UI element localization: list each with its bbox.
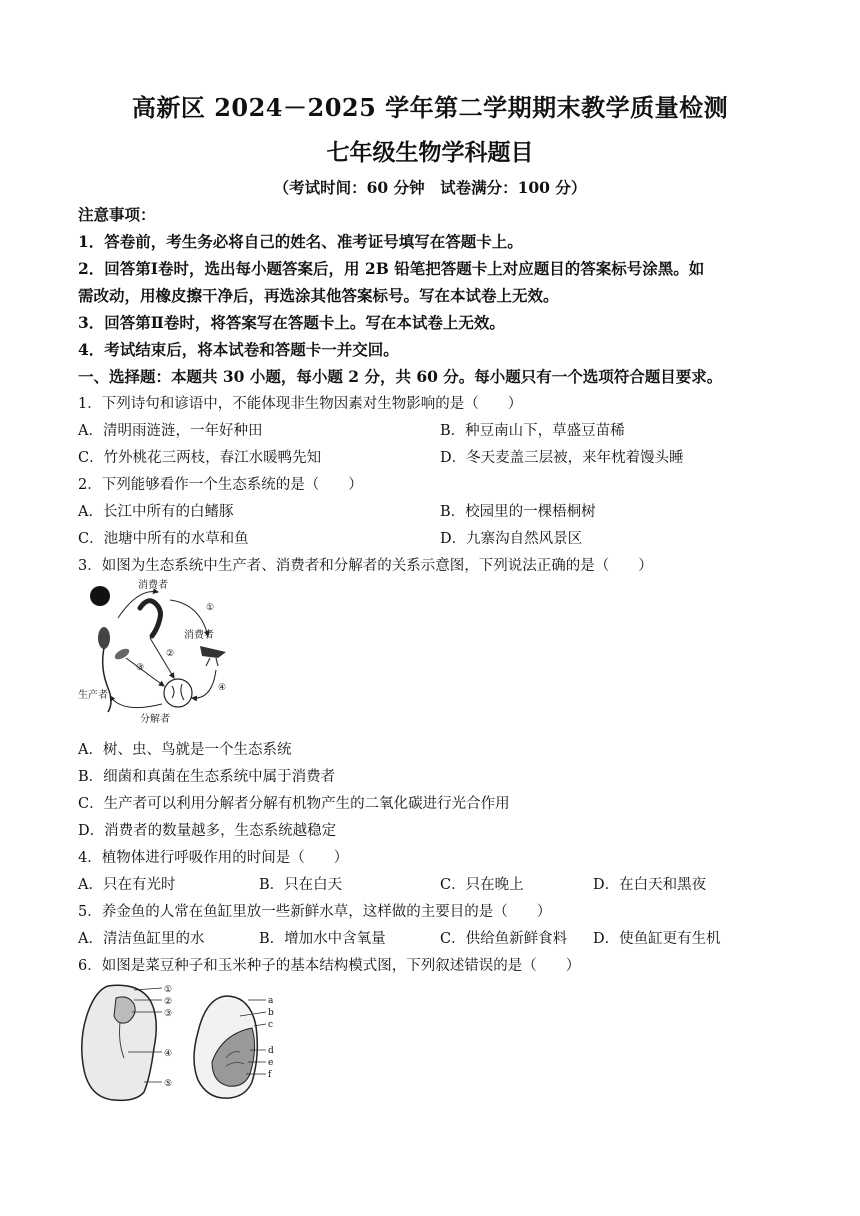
option-a: A．清明雨涟涟，一年好种田 (78, 423, 263, 439)
question-stem: 6．如图是菜豆种子和玉米种子的基本结构模式图，下列叙述错误的是（ ） (78, 958, 581, 974)
option-a: A．清洁鱼缸里的水 (78, 931, 205, 947)
notes-heading: 注意事项： (78, 205, 156, 224)
caterpillar-icon (140, 601, 161, 636)
option-c: C．只在晚上 (440, 877, 524, 893)
corn-seed-diagram (190, 992, 280, 1102)
exam-title: 高新区 2024－2025 学年第二学期期末教学质量检测 (131, 93, 729, 122)
question-stem: 1．下列诗句和谚语中，不能体现非生物因素对生物影响的是（ ） (78, 396, 523, 412)
marker: ③ (164, 1009, 173, 1019)
marker: ① (206, 603, 215, 613)
question-stem: 5．养金鱼的人常在鱼缸里放一些新鲜水草，这样做的主要目的是（ ） (78, 904, 552, 920)
option-b: B．只在白天 (259, 877, 343, 893)
option-d: D．使鱼缸更有生机 (593, 931, 721, 947)
note-item: 2．回答第Ⅰ卷时，选出每小题答案后，用 2B 铅笔把答题卡上对应题目的答案标号涂黑。如 (78, 259, 705, 278)
option-b: B．增加水中含氧量 (259, 931, 386, 947)
option-a: A．长江中所有的白鳍豚 (78, 504, 234, 520)
note-item: 3．回答第Ⅱ卷时，将答案写在答题卡上。写在本试卷上无效。 (78, 313, 505, 332)
question-stem: 4．植物体进行呼吸作用的时间是（ ） (78, 850, 349, 866)
option-b: B．细菌和真菌在生态系统中属于消费者 (78, 769, 336, 785)
marker: ⑤ (164, 1079, 173, 1089)
section-heading: 一、选择题：本题共 30 小题，每小题 2 分，共 60 分。每小题只有一个选项符合题目要求。 (78, 367, 723, 386)
label-producer: 生产者 (78, 690, 108, 701)
option-a: A．只在有光时 (78, 877, 176, 893)
exam-info: （考试时间：60 分钟 试卷满分：100 分） (273, 178, 587, 197)
option-b: B．种豆南山下，草盛豆苗稀 (440, 423, 625, 439)
note-item: 1．答卷前，考生务必将自己的姓名、准考证号填写在答题卡上。 (78, 232, 523, 251)
option-d: D．消费者的数量越多，生态系统越稳定 (78, 823, 337, 839)
marker: ③ (136, 663, 145, 673)
question-stem: 3．如图为生态系统中生产者、消费者和分解者的关系示意图，下列说法正确的是（ ） (78, 558, 653, 574)
option-c: C．供给鱼新鲜食料 (440, 931, 568, 947)
marker: b (268, 1008, 274, 1018)
marker: c (268, 1020, 274, 1030)
marker: ② (164, 997, 173, 1007)
label-decomposer: 分解者 (140, 714, 170, 725)
marker: a (268, 996, 274, 1006)
option-a: A．树、虫、鸟就是一个生态系统 (78, 742, 292, 758)
exam-subtitle: 七年级生物学科题目 (326, 139, 534, 166)
option-d: D．九寨沟自然风景区 (440, 531, 583, 547)
option-c: C．竹外桃花三两枝，春江水暖鸭先知 (78, 450, 322, 466)
bean-seed-diagram (78, 982, 188, 1102)
option-c: C．池塘中所有的水草和鱼 (78, 531, 249, 547)
option-c: C．生产者可以利用分解者分解有机物产生的二氧化碳进行光合作用 (78, 796, 510, 812)
option-d: D．在白天和黑夜 (593, 877, 707, 893)
marker: ④ (218, 683, 227, 693)
note-item: 4．考试结束后，将本试卷和答题卡一并交回。 (78, 340, 399, 359)
bird-icon (200, 646, 226, 666)
label-consumer-1: 消费者 (138, 580, 168, 591)
option-d: D．冬天麦盖三层被，来年枕着馒头睡 (440, 450, 684, 466)
marker: e (268, 1058, 274, 1068)
marker: d (268, 1046, 274, 1056)
marker: ④ (164, 1049, 173, 1059)
question-stem: 2．下列能够看作一个生态系统的是（ ） (78, 477, 363, 493)
label-consumer-2: 消费者 (184, 630, 214, 641)
option-b: B．校园里的一棵梧桐树 (440, 504, 596, 520)
marker: ① (164, 985, 173, 995)
note-item: 需改动，用橡皮擦干净后，再选涂其他答案标号。写在本试卷上无效。 (78, 286, 559, 305)
marker: ② (166, 649, 175, 659)
marker: f (268, 1070, 272, 1080)
ecosystem-diagram (78, 578, 248, 728)
